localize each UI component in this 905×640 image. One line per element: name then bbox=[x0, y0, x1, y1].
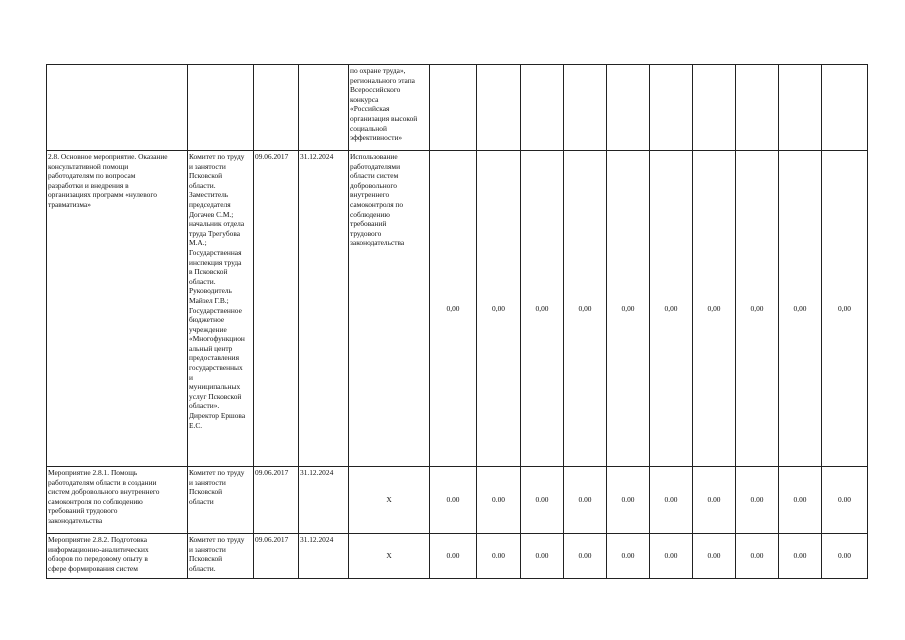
funding-value-cell bbox=[564, 467, 607, 534]
expected-result-cell-text: Использование работодателями области систем добровольного внутреннего самоконтроля по соблюдению требований трудового законодательства bbox=[350, 152, 405, 248]
funding-value-cell bbox=[477, 467, 521, 534]
funding-value-cell bbox=[564, 534, 607, 579]
start-date-cell-text: 09.06.2017 bbox=[255, 468, 289, 477]
end-date-cell-text: 31.12.2024 bbox=[300, 535, 334, 544]
start-date-cell bbox=[254, 467, 299, 534]
funding-value: 0.00 bbox=[492, 495, 505, 505]
funding-value: 0,00 bbox=[750, 303, 764, 313]
funding-value-cell bbox=[607, 534, 650, 579]
funding-value: 0.00 bbox=[707, 551, 721, 561]
funding-value-cell bbox=[521, 65, 564, 151]
funding-value-cell bbox=[564, 151, 607, 467]
funding-value-cell bbox=[564, 65, 607, 151]
responsible-executor-cell bbox=[188, 65, 254, 151]
funding-value: 0.00 bbox=[750, 495, 764, 505]
funding-value: 0,00 bbox=[707, 303, 721, 313]
funding-value-cell bbox=[521, 534, 564, 579]
responsible-executor-cell bbox=[188, 467, 254, 534]
funding-value-cell bbox=[779, 534, 822, 579]
table-body bbox=[47, 65, 868, 579]
expected-result-cell bbox=[349, 467, 430, 534]
funding-value-cell bbox=[650, 534, 693, 579]
expected-result-cell bbox=[349, 65, 430, 151]
funding-value: 0,00 bbox=[578, 303, 592, 313]
funding-value: 0.00 bbox=[838, 495, 851, 505]
responsible-executor-cell-text: Комитет по труду и занятости Псковской области. bbox=[189, 535, 245, 573]
activity-name-cell bbox=[47, 534, 188, 579]
funding-value: 0.00 bbox=[578, 551, 592, 561]
funding-value: 0.00 bbox=[535, 495, 549, 505]
funding-value-cell bbox=[693, 65, 736, 151]
funding-value-cell bbox=[430, 534, 477, 579]
start-date-cell bbox=[254, 151, 299, 467]
funding-value: 0,00 bbox=[664, 303, 678, 313]
end-date-cell bbox=[299, 65, 349, 151]
start-date-cell bbox=[254, 65, 299, 151]
funding-value-cell bbox=[736, 151, 779, 467]
funding-value-cell bbox=[477, 534, 521, 579]
table-row bbox=[47, 534, 868, 579]
funding-value: 0.00 bbox=[793, 551, 807, 561]
table-row bbox=[47, 65, 868, 151]
funding-value: 0.00 bbox=[446, 551, 460, 561]
activity-name-cell-text: 2.8. Основное мероприятие. Оказание консультативной помощи работодателям по вопросам разработки и внедрения в организациях программ «нулевого травматизма» bbox=[48, 152, 168, 209]
funding-value-cell bbox=[822, 65, 868, 151]
funding-value: 0.00 bbox=[750, 551, 764, 561]
funding-value-cell bbox=[607, 65, 650, 151]
expected-result-cell bbox=[349, 534, 430, 579]
funding-value-cell bbox=[521, 467, 564, 534]
funding-value-cell bbox=[607, 467, 650, 534]
start-date-cell-text: 09.06.2017 bbox=[255, 535, 289, 544]
funding-value-cell bbox=[779, 65, 822, 151]
funding-value: 0.00 bbox=[664, 495, 678, 505]
activity-name-cell-text: Мероприятие 2.8.2. Подготовка информационно-аналитических обзоров по передовому опыту в сфере формирования систем bbox=[48, 535, 149, 573]
funding-value: 0.00 bbox=[838, 551, 851, 561]
end-date-cell bbox=[299, 467, 349, 534]
funding-value: 0,00 bbox=[793, 303, 807, 313]
funding-value: 0.00 bbox=[621, 495, 635, 505]
funding-value-cell bbox=[693, 467, 736, 534]
activity-name-cell bbox=[47, 65, 188, 151]
expected-result-cell-text: X bbox=[386, 551, 392, 561]
start-date-cell bbox=[254, 534, 299, 579]
funding-value-cell bbox=[650, 467, 693, 534]
funding-value: 0.00 bbox=[446, 495, 460, 505]
funding-value-cell bbox=[822, 467, 868, 534]
start-date-cell-text: 09.06.2017 bbox=[255, 152, 289, 161]
funding-value: 0.00 bbox=[535, 551, 549, 561]
funding-value-cell bbox=[736, 534, 779, 579]
expected-result-cell bbox=[349, 151, 430, 467]
funding-value-cell bbox=[607, 151, 650, 467]
funding-value-cell bbox=[430, 467, 477, 534]
funding-value-cell bbox=[736, 65, 779, 151]
end-date-cell bbox=[299, 534, 349, 579]
program-activities-table bbox=[46, 64, 868, 579]
activity-name-cell-text: Мероприятие 2.8.1. Помощь работодателям области в создании систем добровольного внутреннего самоконтроля по соблюдению требований трудового законодательства bbox=[48, 468, 160, 525]
end-date-cell-text: 31.12.2024 bbox=[300, 152, 334, 161]
table-row bbox=[47, 467, 868, 534]
funding-value-cell bbox=[477, 151, 521, 467]
activity-name-cell bbox=[47, 151, 188, 467]
end-date-cell bbox=[299, 151, 349, 467]
funding-value: 0,00 bbox=[621, 303, 635, 313]
funding-value-cell bbox=[822, 534, 868, 579]
funding-value-cell bbox=[650, 65, 693, 151]
funding-value: 0.00 bbox=[621, 551, 635, 561]
funding-value: 0,00 bbox=[446, 303, 460, 313]
funding-value-cell bbox=[650, 151, 693, 467]
responsible-executor-cell-text: Комитет по труду и занятости Псковской области. Заместитель председателя Догачев С.М.; начальник отдела труда Трегубова М.А.; Государственная инспекция труда в Псковской области. Руководитель Майзел Г.В.; Государственное бюджетное учреждение «Многофункцион альный центр предоставления государственных и муниципальных услуг Псковской области». Директор Ершова Е.С. bbox=[189, 152, 246, 430]
funding-value-cell bbox=[477, 65, 521, 151]
funding-value-cell bbox=[693, 534, 736, 579]
funding-value-cell bbox=[521, 151, 564, 467]
expected-result-cell-text: по охране труда», регионального этапа Всероссийского конкурса «Российская организация высокой социальной эффективности» bbox=[350, 66, 418, 143]
funding-value: 0.00 bbox=[707, 495, 721, 505]
funding-value: 0.00 bbox=[664, 551, 678, 561]
funding-value-cell bbox=[430, 151, 477, 467]
expected-result-cell-text: X bbox=[386, 495, 392, 505]
end-date-cell-text: 31.12.2024 bbox=[300, 468, 334, 477]
activity-name-cell bbox=[47, 467, 188, 534]
funding-value-cell bbox=[822, 151, 868, 467]
responsible-executor-cell-text: Комитет по труду и занятости Псковской области bbox=[189, 468, 245, 506]
funding-value-cell bbox=[693, 151, 736, 467]
responsible-executor-cell bbox=[188, 151, 254, 467]
funding-value: 0,00 bbox=[492, 303, 505, 313]
funding-value-cell bbox=[779, 467, 822, 534]
funding-value: 0.00 bbox=[578, 495, 592, 505]
funding-value-cell bbox=[430, 65, 477, 151]
funding-value: 0,00 bbox=[535, 303, 549, 313]
funding-value: 0,00 bbox=[838, 303, 851, 313]
funding-value: 0.00 bbox=[793, 495, 807, 505]
funding-value: 0.00 bbox=[492, 551, 505, 561]
table-row bbox=[47, 151, 868, 467]
responsible-executor-cell bbox=[188, 534, 254, 579]
funding-value-cell bbox=[779, 151, 822, 467]
funding-value-cell bbox=[736, 467, 779, 534]
